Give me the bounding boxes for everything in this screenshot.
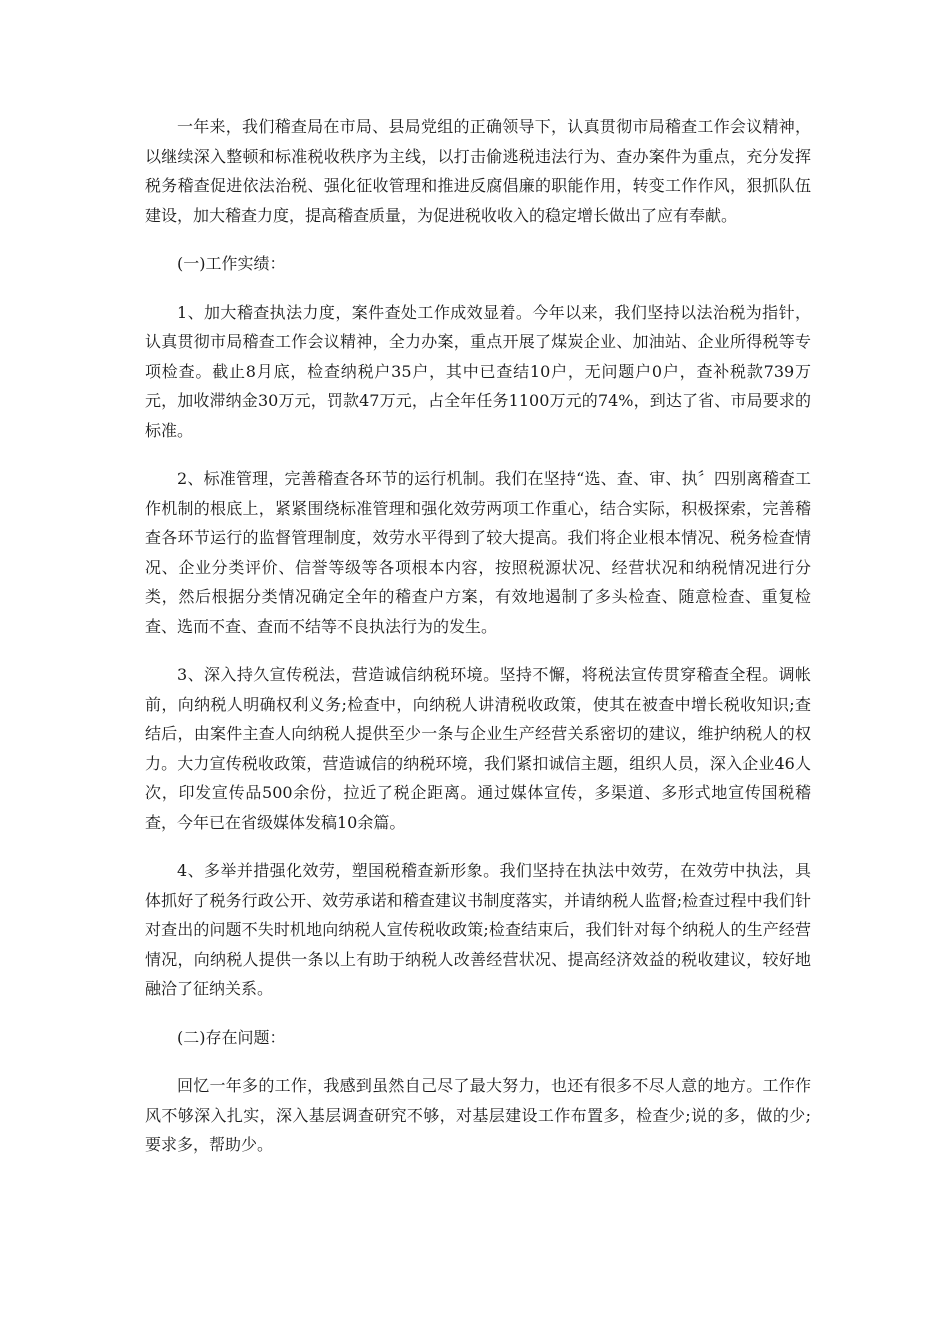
problems-paragraph: 回忆一年多的工作，我感到虽然自己尽了最大努力，也还有很多不尽人意的地方。工作作风不够深入扎实，深入基层调查研究不够，对基层建设工作布置多，检查少;说的多，做的少;要求多，帮助少。: [145, 1076, 811, 1154]
section-heading-achievements: (一)工作实绩：: [177, 254, 286, 273]
achievement-paragraph-2: 2、标准管理，完善稽查各环节的运行机制。我们在坚持“选、查、审、执〞四别离稽查工作机制的根底上，紧紧围绕标准管理和强化效劳两项工作重心，结合实际，积极探索，完善稽查各环节运行的监督管理制度，效劳水平得到了较大提高。我们将企业根本情况、税务检查情况、企业分类评价、信誉等级等各项根本内容，按照税源状况、经营状况和纳税情况进行分类，然后根据分类情况确定全年的稽查户方案，有效地遏制了多头检查、随意检查、重复检查、选而不查、查而不结等不良执法行为的发生。: [145, 469, 811, 636]
document-body: [145, 112, 811, 1179]
achievement-paragraph-4: 4、多举并措强化效劳，塑国税稽查新形象。我们坚持在执法中效劳，在效劳中执法，具体抓好了税务行政公开、效劳承诺和稽查建议书制度落实，并请纳税人监督;检查过程中我们针对查出的问题不失时机地向纳税人宣传税收政策;检查结束后，我们针对每个纳税人的生产经营情况，向纳税人提供一条以上有助于纳税人改善经营状况、提高经济效益的税收建议，较好地融洽了征纳关系。: [145, 861, 811, 998]
achievement-paragraph-1: 1、加大稽查执法力度，案件查处工作成效显着。今年以来，我们坚持以法治税为指针，认真贯彻市局稽查工作会议精神，全力办案，重点开展了煤炭企业、加油站、企业所得税等专项检查。截止8月底，检查纳税户35户，其中已查结10户，无问题户0户，查补税款739万元，加收滞纳金30万元，罚款47万元，占全年任务1100万元的74%，到达了省、市局要求的标准。: [145, 302, 811, 440]
achievement-paragraph-3: 3、深入持久宣传税法，营造诚信纳税环境。坚持不懈，将税法宣传贯穿稽查全程。调帐前，向纳税人明确权利义务;检查中，向纳税人讲清税收政策，使其在被查中增长税收知识;查结后，由案件主查人向纳税人提供至少一条与企业生产经营关系密切的建议，维护纳税人的权力。大力宣传税收政策，营造诚信的纳税环境，我们紧扣诚信主题，组织人员，深入企业46人次，印发宣传品500余份，拉近了税企距离。通过媒体宣传，多渠道、多形式地宣传国税稽查，今年已在省级媒体发稿10余篇。: [145, 665, 811, 832]
section-heading-problems: (二)存在问题：: [177, 1027, 286, 1047]
intro-paragraph: 一年来，我们稽查局在市局、县局党组的正确领导下，认真贯彻市局稽查工作会议精神，以继续深入整顿和标准税收秩序为主线，以打击偷逃税违法行为、查办案件为重点，充分发挥税务稽查促进依法治税、强化征收管理和推进反腐倡廉的职能作用，转变工作作风，狠抓队伍建设，加大稽查力度，提高稽查质量，为促进税收收入的稳定增长做出了应有奉献。: [145, 117, 811, 225]
